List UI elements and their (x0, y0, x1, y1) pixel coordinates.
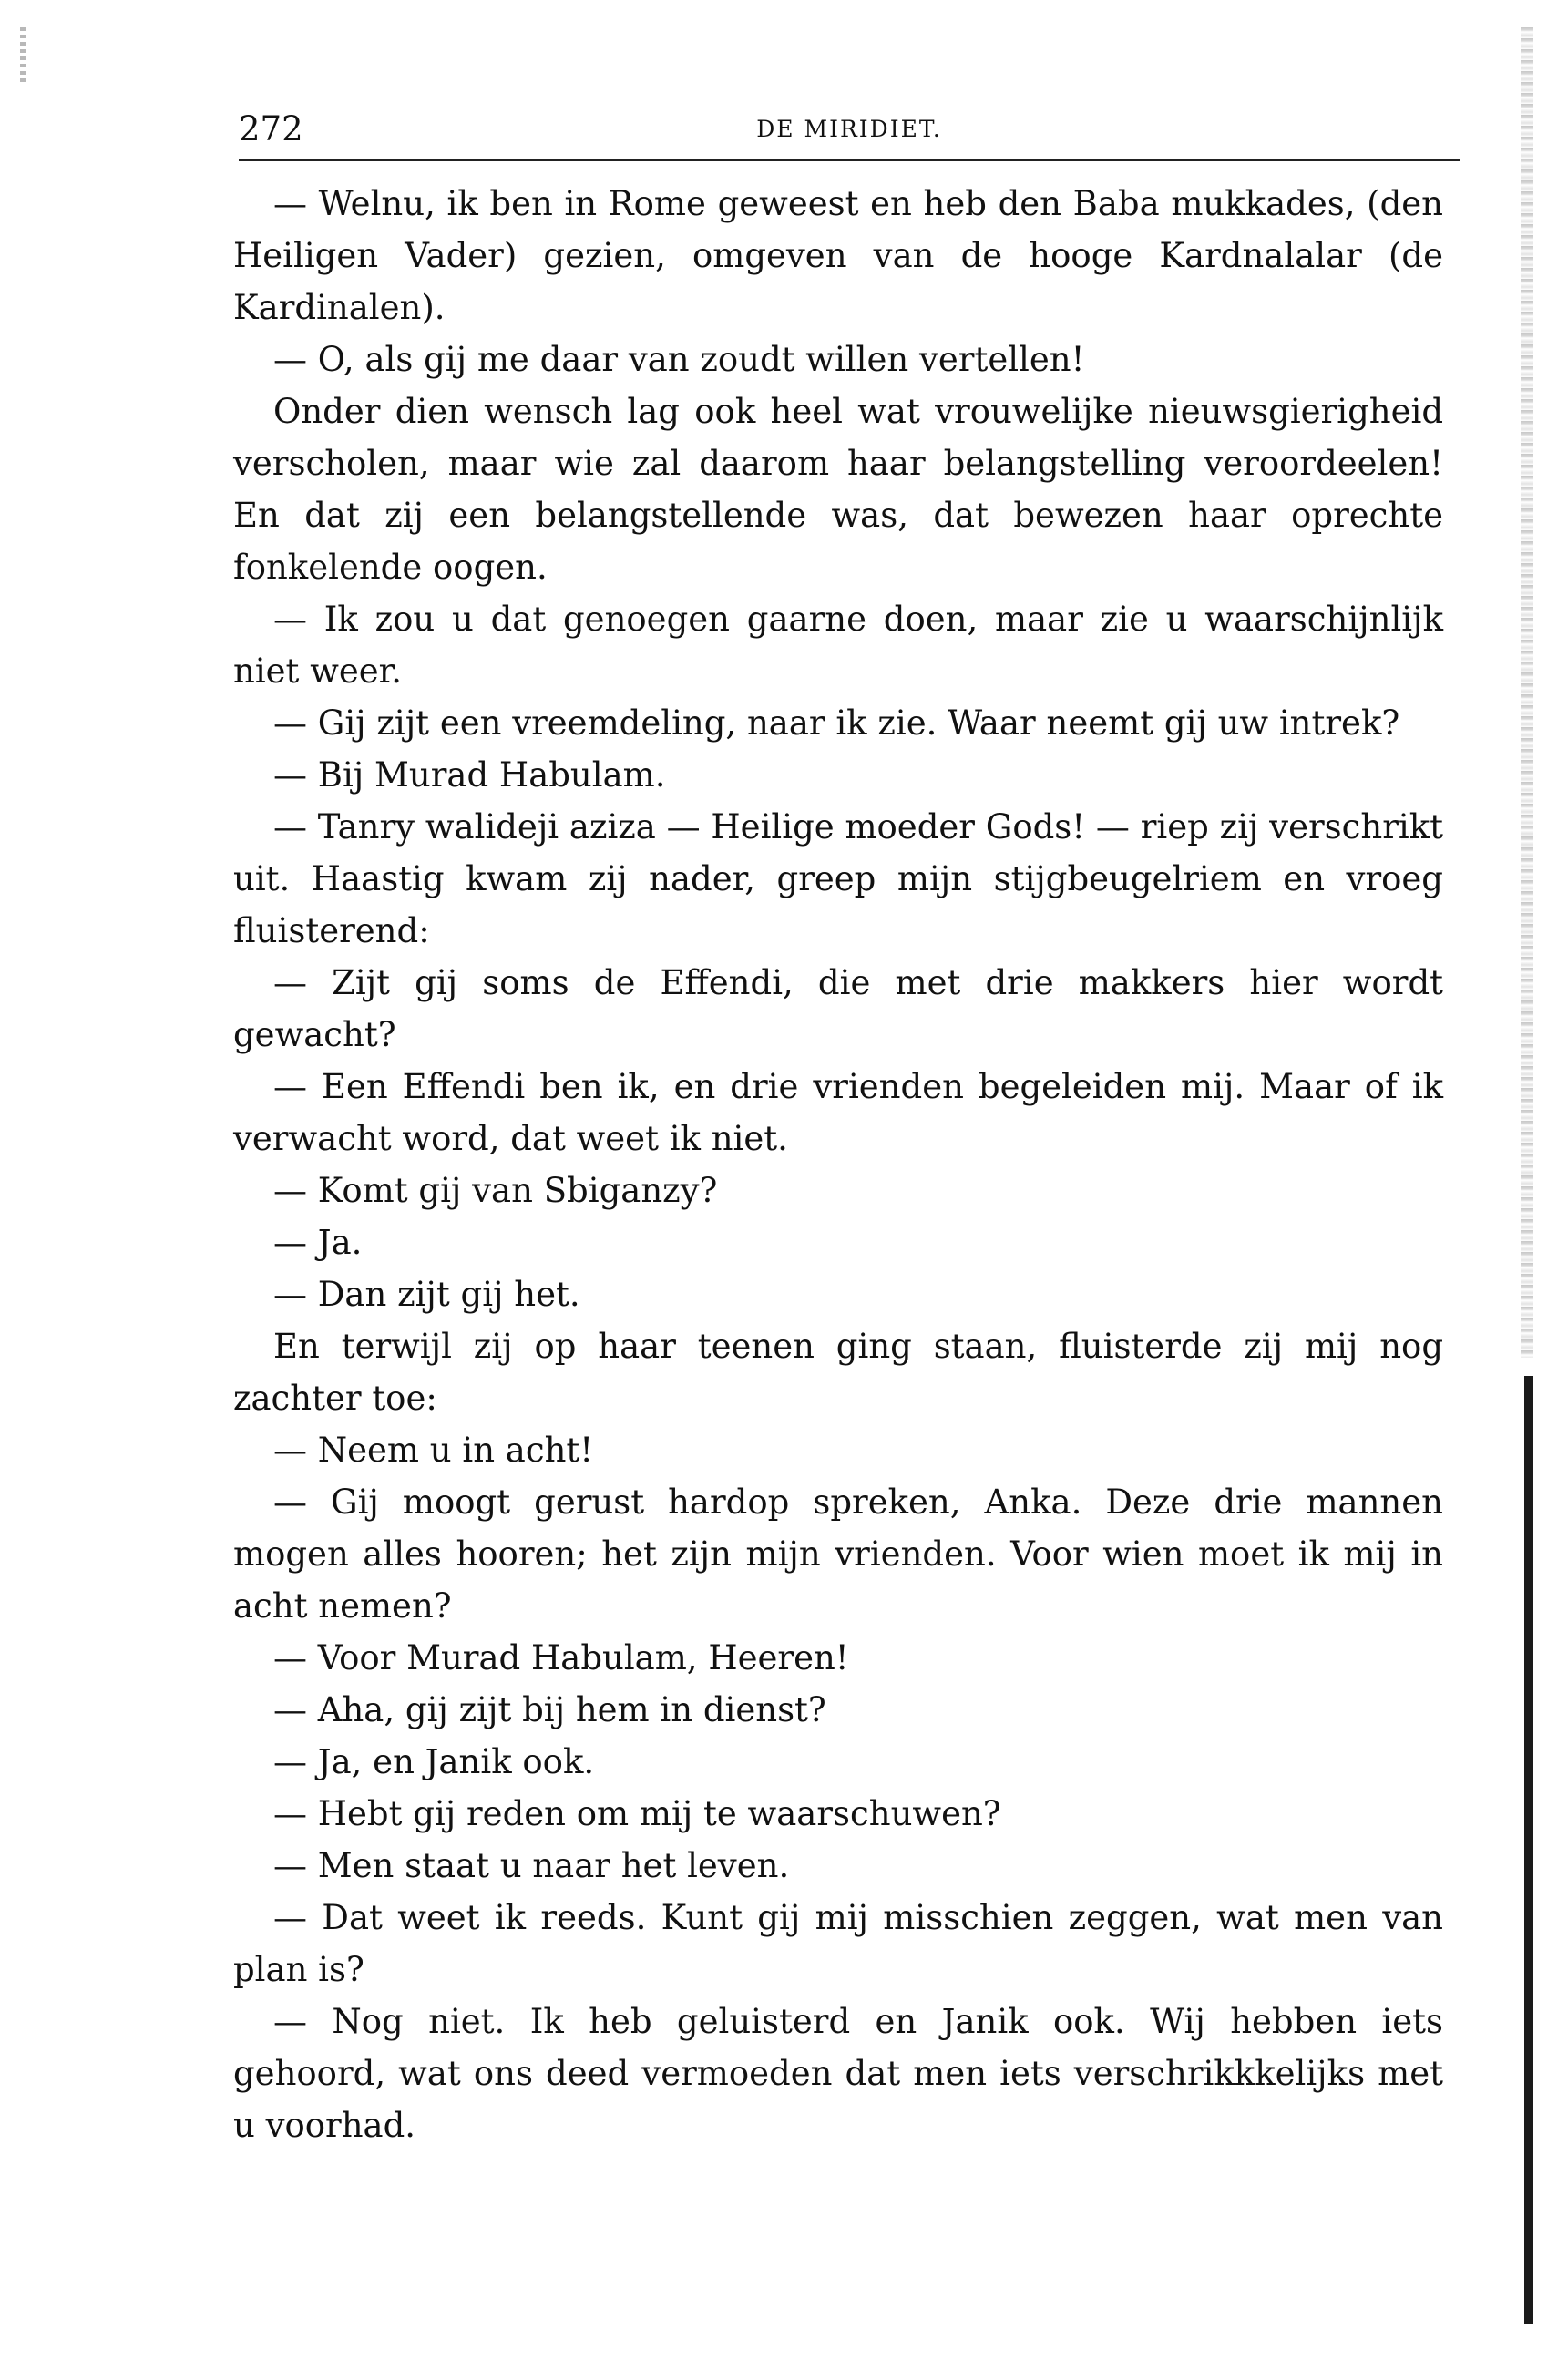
paragraph: — O, als gij me daar van zoudt willen vertellen! (273, 340, 1085, 379)
paragraph: — Voor Murad Habulam, Heeren! (273, 1638, 849, 1678)
paragraph: Onder dien wensch lag ook heel wat vrouwelijke nieuwsgierigheid verscholen, maar wie zal daarom haar belangstelling veroordeelen! En dat zij een belangstellende was, dat bewezen haar oprechte fonkelende oogen. (233, 392, 1443, 587)
scan-margin-mark (20, 27, 26, 82)
paragraph: — Gij zijt een vreemdeling, naar ik zie. Waar neemt gij uw intrek? (273, 703, 1400, 743)
paragraph: — Dat weet ik reeds. Kunt gij mij misschien zeggen, wat men van plan is? (233, 1898, 1443, 1989)
paragraph: — Ja, en Janik ook. (273, 1742, 595, 1781)
page-number: 272 (239, 109, 303, 149)
paragraph: — Ik zou u dat genoegen gaarne doen, maar zie u waarschijnlijk niet weer. (233, 600, 1443, 691)
paragraph: — Tanry walideji aziza — Heilige moeder Gods! — riep zij verschrikt uit. Haastig kwam zij nader, greep mijn stijgbeugelriem en vroeg fluisterend: (233, 807, 1443, 950)
paragraph: — Nog niet. Ik heb geluisterd en Janik ook. Wij hebben iets gehoord, wat ons deed vermoeden dat men iets verschrikkkelijks met u voorhad. (233, 2002, 1443, 2145)
paragraph: — Bij Murad Habulam. (273, 755, 666, 795)
paragraph: En terwijl zij op haar teenen ging staan, fluisterde zij mij nog zachter toe: (233, 1327, 1443, 1418)
running-title: DE MIRIDIET. (756, 116, 942, 142)
paragraph: — Men staat u naar het leven. (273, 1846, 790, 1885)
paragraph: — Een Effendi ben ik, en drie vrienden begeleiden mij. Maar of ik verwacht word, dat weet ik niet. (233, 1067, 1443, 1158)
paragraph: — Welnu, ik ben in Rome geweest en heb den Baba mukkades, (den Heiligen Vader) gezien, omgeven van de hooge Kardnalalar (de Kardinalen). (233, 184, 1443, 327)
scan-edge-faint (1521, 27, 1533, 1358)
paragraph: — Dan zijt gij het. (273, 1275, 580, 1314)
paragraph: — Gij moogt gerust hardop spreken, Anka. Deze drie mannen mogen alles hooren; het zijn mijn vrienden. Voor wien moet ik mij in acht nemen? (233, 1483, 1443, 1626)
scan-edge-dark (1524, 1376, 1533, 2324)
paragraph: — Aha, gij zijt bij hem in dienst? (273, 1690, 826, 1729)
scan-page-edge (1512, 27, 1542, 2324)
page-header (239, 102, 1460, 157)
text-body (233, 178, 1443, 2151)
paragraph: — Komt gij van Sbiganzy? (273, 1171, 718, 1210)
header-rule (239, 159, 1460, 161)
paragraph: — Hebt gij reden om mij te waarschuwen? (273, 1794, 1001, 1833)
paragraph: — Zijt gij soms de Effendi, die met drie makkers hier wordt gewacht? (233, 963, 1443, 1054)
paragraph: — Neem u in acht! (273, 1431, 594, 1470)
paragraph: — Ja. (273, 1223, 363, 1262)
